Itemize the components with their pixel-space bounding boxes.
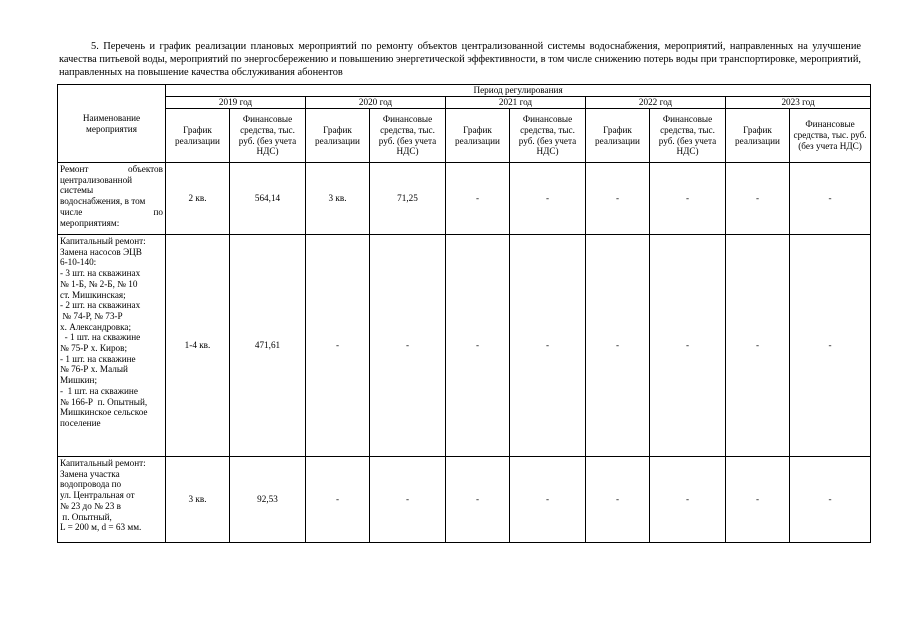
name-column-header: Наименование мероприятия	[58, 85, 166, 163]
value-cell: -	[586, 235, 650, 457]
activity-name-line: № 1-Б, № 2-Б, № 10	[60, 278, 138, 289]
year-header: 2020 год	[306, 97, 446, 109]
value-cell: 92,53	[230, 457, 306, 543]
value-cell: -	[510, 235, 586, 457]
value-cell: -	[370, 235, 446, 457]
value-cell: 1-4 кв.	[166, 235, 230, 457]
activity-name-line: Ремонт объектов	[60, 164, 163, 174]
value-cell: -	[446, 457, 510, 543]
activity-name-line: водопровода по	[60, 479, 122, 490]
plan-table	[57, 84, 871, 543]
activity-name-line: - 1 шт. на скважине	[60, 385, 138, 396]
activity-name-line: централизованной	[60, 174, 133, 185]
value-cell: -	[306, 235, 370, 457]
activity-name-line: - 1 шт. на скважине	[60, 332, 141, 343]
value-cell: -	[586, 163, 650, 235]
activity-name-line: L = 200 м, d = 63 мм.	[60, 522, 142, 533]
value-cell: 3 кв.	[306, 163, 370, 235]
activity-name-line: числе по	[60, 206, 163, 217]
finance-header: Финансовые средства, тыс. руб. (без учета НДС)	[510, 109, 586, 163]
year-header: 2023 год	[726, 97, 871, 109]
activity-name-cell	[58, 163, 166, 235]
activity-name-line: Мишкинское сельское	[60, 407, 148, 418]
activity-name-line: - 1 шт. на скважине	[60, 353, 136, 364]
year-header: 2021 год	[446, 97, 586, 109]
activity-name-line: № 74-Р, № 73-Р	[60, 310, 123, 321]
finance-header: Финансовые средства, тыс. руб. (без учета НДС)	[790, 109, 871, 163]
table-row	[58, 235, 871, 457]
section-heading-text: 5. Перечень и график реализации плановых мероприятий по ремонту объектов централизованной системы водоснабжения, мероприятий, направленных на улучшение качества питьевой воды, мероприятий по энергосбережению и повышению энергетической эффективности, в том числе снижению потерь воды при транспортировке, мероприятий, направленных на повышение качества обслуживания абонентов	[59, 41, 861, 78]
activity-name-line: № 166-Р п. Опытный,	[60, 396, 148, 407]
value-cell: 71,25	[370, 163, 446, 235]
value-cell: -	[370, 457, 446, 543]
table-row	[58, 457, 871, 543]
value-cell: -	[650, 235, 726, 457]
activity-name-line: мероприятиям:	[60, 217, 120, 228]
value-cell: -	[586, 457, 650, 543]
value-cell: -	[306, 457, 370, 543]
schedule-header: График реализации	[586, 109, 650, 163]
value-cell: 564,14	[230, 163, 306, 235]
schedule-header: График реализации	[446, 109, 510, 163]
activity-name-line: системы	[60, 185, 94, 196]
finance-header: Финансовые средства, тыс. руб. (без учета НДС)	[230, 109, 306, 163]
period-header: Период регулирования	[166, 85, 871, 97]
value-cell: 471,61	[230, 235, 306, 457]
value-cell: -	[726, 163, 790, 235]
activity-name-line: х. Александровка;	[60, 321, 132, 332]
value-cell: -	[510, 163, 586, 235]
schedule-header: График реализации	[166, 109, 230, 163]
activity-name-line: Капитальный ремонт:	[60, 458, 146, 468]
value-cell: -	[726, 235, 790, 457]
table-row	[58, 163, 871, 235]
value-cell: 2 кв.	[166, 163, 230, 235]
value-cell: -	[726, 457, 790, 543]
year-header: 2019 год	[166, 97, 306, 109]
activity-name-line: - 3 шт. на скважинах	[60, 268, 141, 279]
activity-name-line: Замена насосов ЭЦВ	[60, 246, 142, 257]
value-cell: -	[650, 457, 726, 543]
activity-name-line: Замена участка	[60, 468, 120, 479]
schedule-header: График реализации	[306, 109, 370, 163]
activity-name-line: Мишкин;	[60, 375, 98, 386]
value-cell: -	[790, 457, 871, 543]
activity-name-line: поселение	[60, 417, 101, 428]
activity-name-cell	[58, 457, 166, 543]
finance-header: Финансовые средства, тыс. руб. (без учета НДС)	[370, 109, 446, 163]
value-cell: -	[446, 235, 510, 457]
value-cell: -	[446, 163, 510, 235]
activity-name-line: Капитальный ремонт:	[60, 236, 146, 246]
finance-header: Финансовые средства, тыс. руб. (без учета НДС)	[650, 109, 726, 163]
value-cell: -	[510, 457, 586, 543]
year-header: 2022 год	[586, 97, 726, 109]
value-cell: -	[790, 163, 871, 235]
value-cell: -	[650, 163, 726, 235]
activity-name-line: № 76-Р х. Малый	[60, 364, 128, 375]
activity-name-line: ул. Центральная от	[60, 490, 135, 501]
activity-name-cell	[58, 235, 166, 457]
activity-name-line: ст. Мишкинская;	[60, 289, 126, 300]
activity-name-line: п. Опытный,	[60, 511, 112, 522]
activity-name-line: водоснабжения, в том	[60, 196, 146, 207]
activity-name-line: - 2 шт. на скважинах	[60, 300, 141, 311]
activity-name-line: 6-10-140:	[60, 257, 97, 268]
schedule-header: График реализации	[726, 109, 790, 163]
activity-name-line: № 75-Р х. Киров;	[60, 343, 128, 354]
activity-name-line: № 23 до № 23 в	[60, 500, 121, 511]
value-cell: -	[790, 235, 871, 457]
section-heading	[59, 40, 861, 79]
value-cell: 3 кв.	[166, 457, 230, 543]
